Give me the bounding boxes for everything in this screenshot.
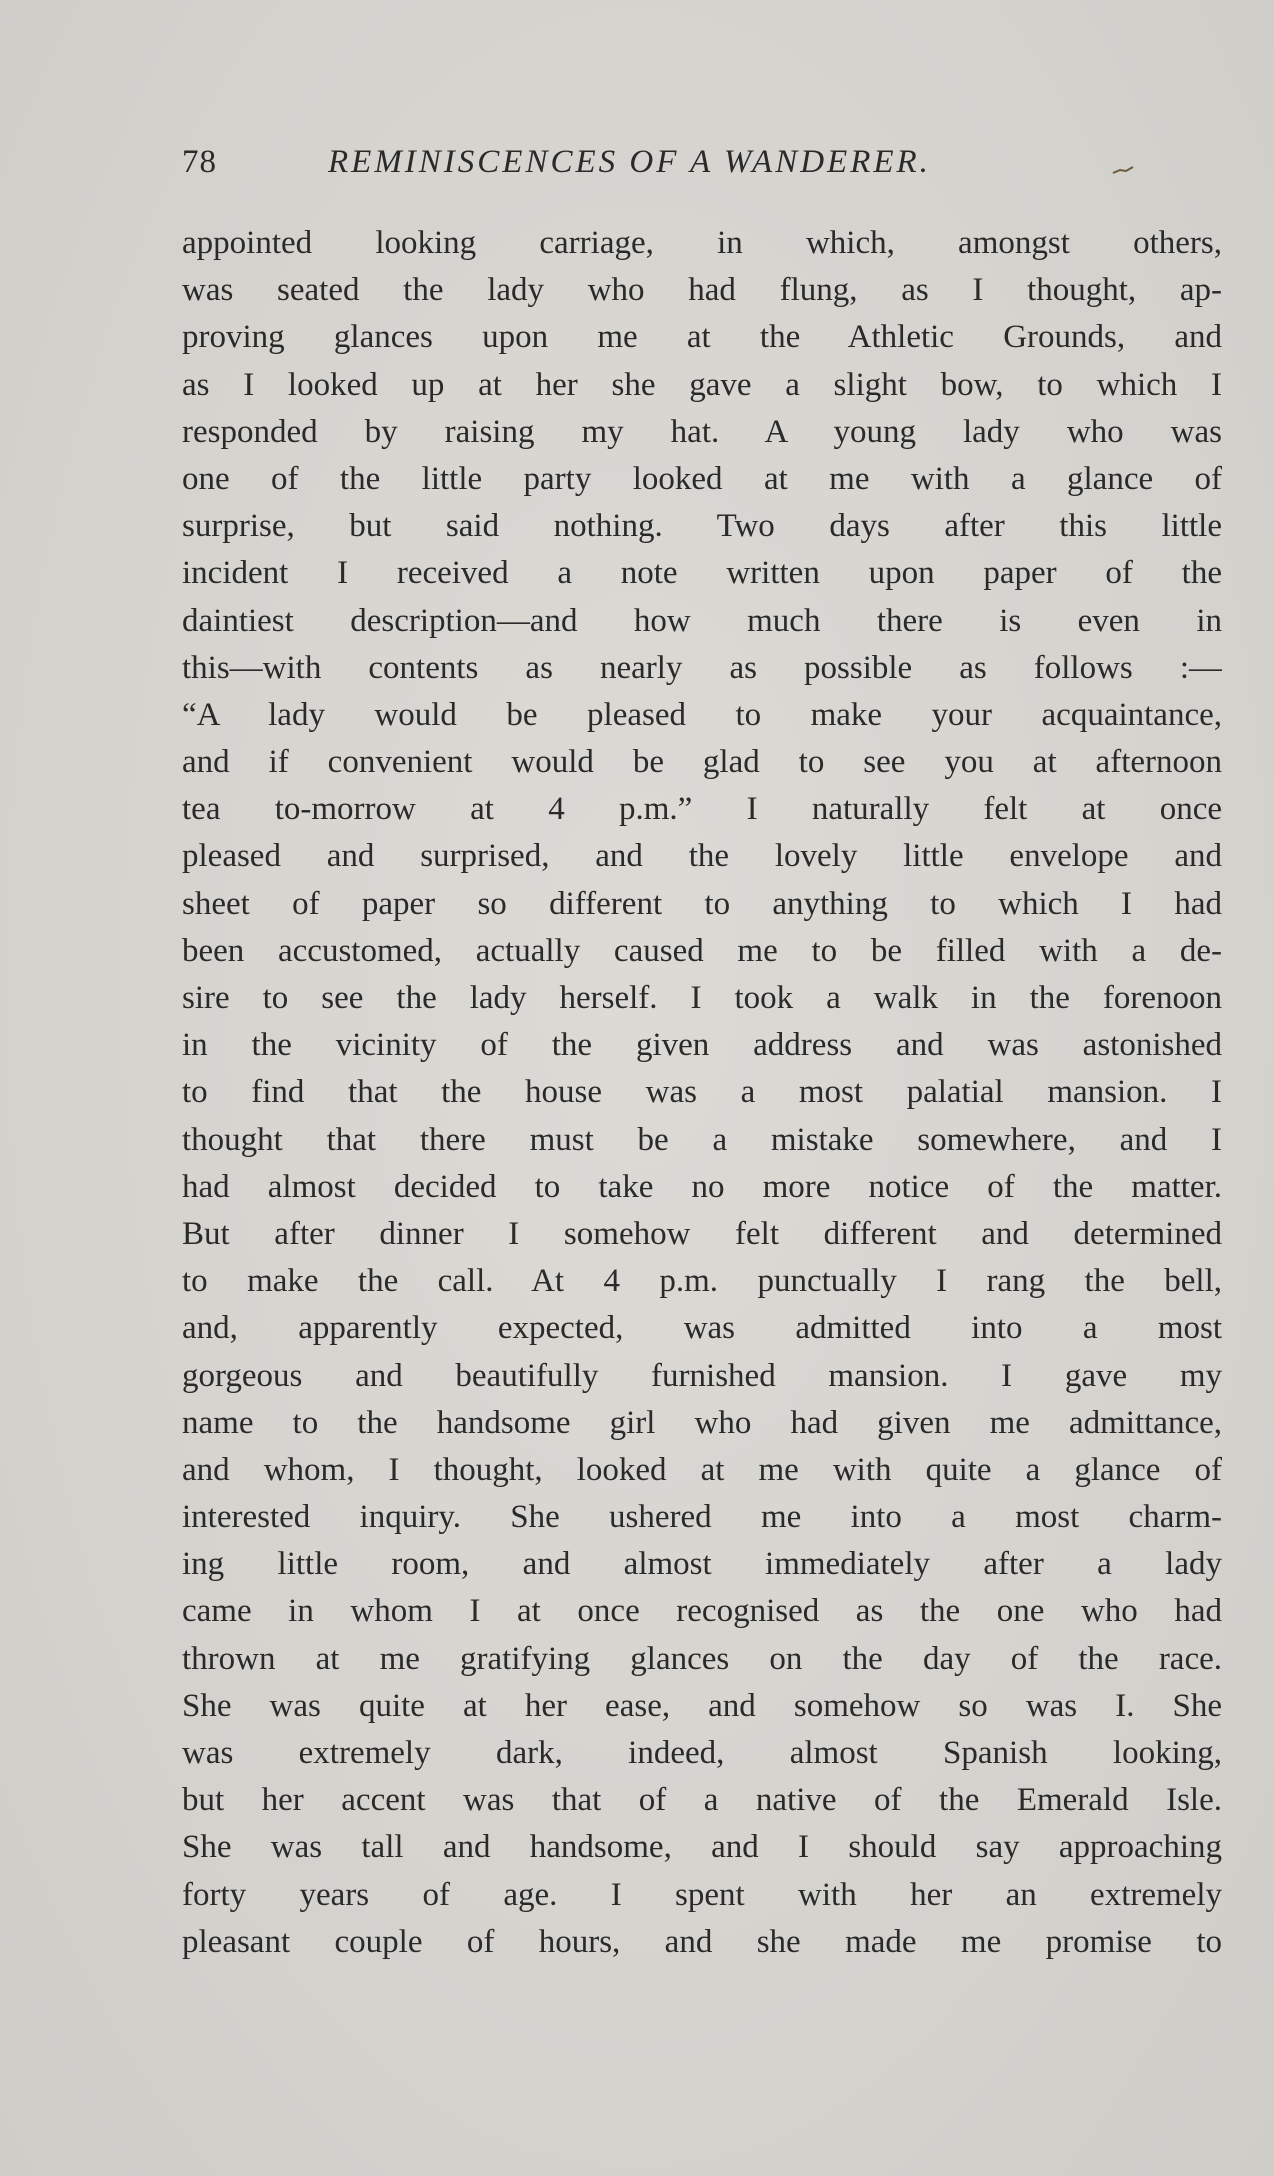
text-line: and, apparently expected, was admitted into a most <box>182 1310 1222 1347</box>
text-line: thrown at me gratifying glances on the day of the race. <box>182 1640 1222 1677</box>
text-line: surprise, but said nothing. Two days after this little <box>182 508 1222 545</box>
text-line: and if convenient would be glad to see you at afternoon <box>182 744 1222 781</box>
text-line: daintiest description—and how much there is even in <box>182 602 1222 639</box>
text-line: name to the handsome girl who had given me admittance, <box>182 1404 1222 1441</box>
page-header <box>182 140 1222 184</box>
text-line: responded by raising my hat. A young lady who was <box>182 413 1222 450</box>
text-line: pleasant couple of hours, and she made me promise to <box>182 1923 1222 1960</box>
text-line: was extremely dark, indeed, almost Spanish looking, <box>182 1735 1222 1771</box>
page-number: 78 <box>182 144 217 180</box>
text-line: in the vicinity of the given address and was astonished <box>182 1027 1222 1064</box>
text-line: and whom, I thought, looked at me with quite a glance of <box>182 1451 1222 1488</box>
running-title: REMINISCENCES OF A WANDERER. <box>328 144 931 180</box>
text-line: appointed looking carriage, in which, amongst others, <box>182 225 1222 261</box>
text-line: sire to see the lady herself. I took a walk in the forenoon <box>182 980 1222 1016</box>
text-line: proving glances upon me at the Athletic Grounds, and <box>182 319 1222 356</box>
text-line: as I looked up at her she gave a slight bow, to which I <box>182 366 1222 403</box>
text-line: forty years of age. I spent with her an extremely <box>182 1876 1222 1913</box>
text-line: sheet of paper so different to anything to which I had <box>182 885 1222 922</box>
text-line: incident I received a note written upon paper of the <box>182 555 1222 592</box>
text-line: came in whom I at once recognised as the one who had <box>182 1593 1222 1630</box>
text-line: interested inquiry. She ushered me into a most charm- <box>182 1499 1222 1536</box>
text-line: was seated the lady who had flung, as I thought, ap- <box>182 272 1222 309</box>
text-line: tea to-morrow at 4 p.m.” I naturally felt at once <box>182 791 1222 828</box>
text-line: had almost decided to take no more notice of the matter. <box>182 1168 1222 1205</box>
text-line: been accustomed, actually caused me to be filled with a de- <box>182 932 1222 969</box>
text-line: but her accent was that of a native of the Emerald Isle. <box>182 1782 1222 1819</box>
ink-mark-icon <box>1112 166 1134 174</box>
text-line: to make the call. At 4 p.m. punctually I rang the bell, <box>182 1263 1222 1300</box>
text-line: to find that the house was a most palatial mansion. I <box>182 1074 1222 1111</box>
text-line: thought that there must be a mistake somewhere, and I <box>182 1121 1222 1158</box>
text-line: “A lady would be pleased to make your acquaintance, <box>182 696 1222 733</box>
text-line: one of the little party looked at me with a glance of <box>182 460 1222 497</box>
text-line: this—with contents as nearly as possible as follows :— <box>182 649 1222 686</box>
text-line: But after dinner I somehow felt different and determined <box>182 1215 1222 1252</box>
text-line: ing little room, and almost immediately after a lady <box>182 1546 1222 1583</box>
text-line: She was tall and handsome, and I should say approaching <box>182 1829 1222 1866</box>
text-line: gorgeous and beautifully furnished mansion. I gave my <box>182 1357 1222 1394</box>
body-text <box>182 220 1222 1966</box>
text-line: She was quite at her ease, and somehow so was I. She <box>182 1687 1222 1724</box>
text-line: pleased and surprised, and the lovely little envelope and <box>182 838 1222 875</box>
